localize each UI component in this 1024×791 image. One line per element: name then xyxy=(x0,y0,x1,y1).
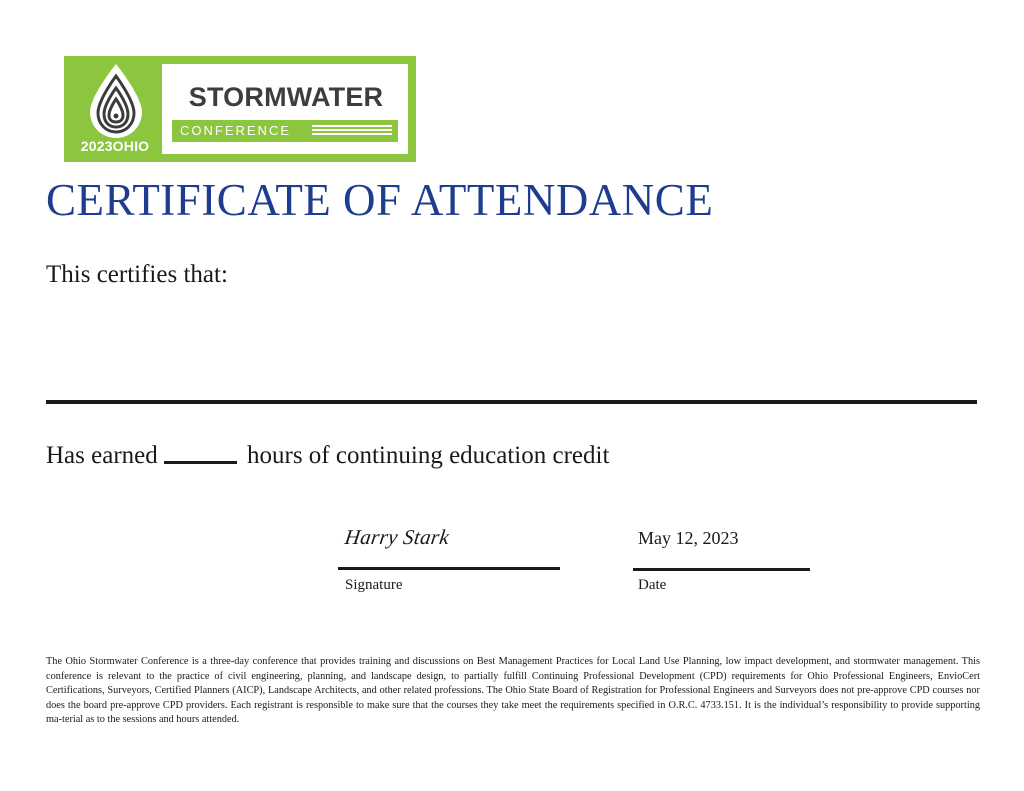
logo-year-label: 2023OHIO xyxy=(80,138,150,154)
stormwater-conference-logo xyxy=(64,56,416,162)
logo-wordmark-panel xyxy=(162,64,408,154)
hours-suffix-text: hours of continuing education credit xyxy=(247,442,610,469)
logo-subtitle-bar xyxy=(172,120,398,142)
certifies-text: This certifies that: xyxy=(46,261,228,288)
certificate-title: CERTIFICATE OF ATTENDANCE xyxy=(46,175,714,225)
signature-value: Harry Stark xyxy=(343,525,451,549)
hours-blank-line xyxy=(164,461,237,464)
date-value: May 12, 2023 xyxy=(638,528,739,548)
logo-stripes-decoration xyxy=(312,125,392,137)
logo-subtitle: CONFERENCE xyxy=(180,123,292,138)
hours-prefix-text: Has earned xyxy=(46,442,158,469)
water-drop-swirl-icon xyxy=(78,62,154,140)
signature-line xyxy=(338,567,560,570)
disclaimer-paragraph: The Ohio Stormwater Conference is a three-day conference that provides training and discussions on Best Management Practices for Local Land Use Planning, low impact development, and stormwater management. This conference is relevant to the practice of civil engineering, planning, and landscape design, to partially fulfill Continuing Professional Development (CPD) requirements for Ohio Professional Engineers, EnvioCert Certifications, Surveyors, Certified Planners (AICP), Landscape Architects, and other related professions. The Ohio State Board of Registration for Professional Engineers and Surveyors does not pre-approve CPD courses nor does the board pre-approve CPD providers. Each registrant is responsible to make sure that the courses they take meet the requirements specified in O.R.C. 4733.151. It is the individual’s responsibility to provide supporting ma-terial as to the sessions and hours attended. xyxy=(46,656,980,726)
logo-title: STORMWATER xyxy=(188,82,384,112)
date-label: Date xyxy=(638,577,667,593)
signature-label: Signature xyxy=(345,577,403,593)
date-line xyxy=(633,568,810,571)
recipient-name-line xyxy=(46,400,977,404)
